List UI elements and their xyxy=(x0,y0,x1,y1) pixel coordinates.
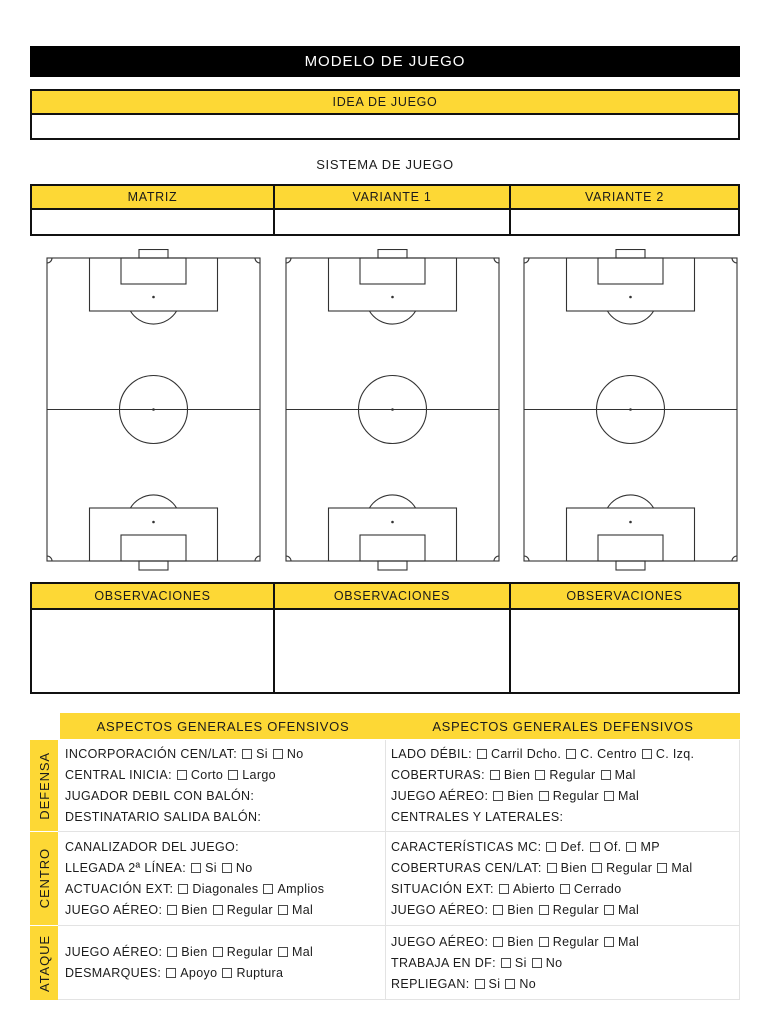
checkbox-icon[interactable] xyxy=(539,791,549,801)
observaciones-table xyxy=(30,582,740,694)
option-label: Regular xyxy=(552,789,599,803)
pitch-matriz[interactable] xyxy=(43,249,265,571)
field-label: TRABAJA EN DF: xyxy=(391,955,496,970)
desmarques-field xyxy=(65,963,385,984)
option-label: MP xyxy=(640,840,660,854)
checkbox-icon[interactable] xyxy=(493,937,503,947)
option-no[interactable] xyxy=(273,747,304,761)
checkbox-icon[interactable] xyxy=(167,905,177,915)
aspectos-header-row xyxy=(60,713,740,739)
option-regular[interactable] xyxy=(539,935,599,949)
incorporacion-cen-lat-field xyxy=(65,744,385,765)
pitch-variante-1[interactable] xyxy=(282,249,504,571)
option-label: Diagonales xyxy=(192,882,259,896)
option-no[interactable] xyxy=(505,977,536,991)
field-label: JUEGO AÉREO: xyxy=(391,934,489,949)
option-label: Bien xyxy=(181,945,208,959)
matriz-field[interactable] xyxy=(32,210,273,234)
checkbox-icon[interactable] xyxy=(626,842,636,852)
option-bien[interactable] xyxy=(493,935,533,949)
observaciones-field[interactable] xyxy=(32,610,273,692)
checkbox-icon[interactable] xyxy=(566,749,576,759)
checkbox-icon[interactable] xyxy=(560,884,570,894)
option-label: Mal xyxy=(617,789,640,803)
checkbox-icon[interactable] xyxy=(601,770,611,780)
option-label: No xyxy=(545,955,563,970)
option-label: Bien xyxy=(507,934,534,949)
option-mal[interactable] xyxy=(278,945,313,959)
option-diagonales[interactable] xyxy=(178,882,258,896)
checkbox-icon[interactable] xyxy=(178,884,188,894)
option-label: No xyxy=(519,976,537,991)
checkbox-icon[interactable] xyxy=(222,863,232,873)
answer-field[interactable] xyxy=(261,809,385,825)
option-label: Bien xyxy=(560,861,588,875)
field-label: LADO DÉBIL: xyxy=(391,747,472,761)
field-label: REPLIEGAN: xyxy=(391,976,470,991)
checkbox-icon[interactable] xyxy=(278,905,288,915)
defensa-defensivos-cell xyxy=(386,740,739,831)
observaciones-header: OBSERVACIONES xyxy=(32,584,273,610)
option-si[interactable] xyxy=(242,747,268,761)
option-label: Mal xyxy=(671,861,693,875)
option-label: Si xyxy=(256,747,268,761)
option-no[interactable] xyxy=(532,956,563,970)
checkbox-icon[interactable] xyxy=(222,968,232,978)
option-bien[interactable] xyxy=(547,861,587,875)
option-label: Ruptura xyxy=(236,966,284,980)
option-regular[interactable] xyxy=(213,945,273,959)
aspect-row-defensa xyxy=(58,740,739,832)
checkbox-icon[interactable] xyxy=(592,863,602,873)
option-label: Bien xyxy=(507,789,534,803)
checkbox-icon[interactable] xyxy=(539,905,549,915)
lado-debil-field xyxy=(391,744,739,765)
option-label: Of. xyxy=(603,840,622,854)
checkbox-icon[interactable] xyxy=(604,791,614,801)
central-inicia-field xyxy=(65,765,385,786)
option-label: Si xyxy=(514,955,527,970)
checkbox-icon[interactable] xyxy=(532,958,542,968)
option-abierto[interactable] xyxy=(499,882,555,896)
observaciones-col-1 xyxy=(32,584,275,692)
defensa-ofensivos-cell xyxy=(58,740,386,831)
field-label: SITUACIÓN EXT: xyxy=(391,882,494,896)
option-label: Regular xyxy=(606,861,653,875)
option-label: Regular xyxy=(549,768,596,782)
llegada-segunda-linea-field xyxy=(65,858,385,879)
field-label: CARACTERÍSTICAS MC: xyxy=(391,840,542,854)
checkbox-icon[interactable] xyxy=(547,863,557,873)
sistema-de-juego-title: SISTEMA DE JUEGO xyxy=(316,156,454,172)
option-si[interactable] xyxy=(191,861,217,875)
sistema-col-variante-2 xyxy=(511,186,738,234)
actuacion-ext-field xyxy=(65,879,385,900)
observaciones-header: OBSERVACIONES xyxy=(511,584,738,610)
row-label-text: DEFENSA xyxy=(36,751,52,820)
option-label: No xyxy=(235,861,253,875)
variante-2-header: VARIANTE 2 xyxy=(511,186,738,210)
option-largo[interactable] xyxy=(228,768,276,782)
option-label: Abierto xyxy=(512,882,555,896)
ataque-ofensivos-cell xyxy=(58,926,386,999)
page-title: MODELO DE JUEGO xyxy=(30,46,740,77)
checkbox-icon[interactable] xyxy=(167,947,177,957)
option-c-izq[interactable] xyxy=(642,747,695,761)
centro-defensivos-cell xyxy=(386,832,739,925)
option-bien[interactable] xyxy=(493,789,533,803)
checkbox-icon[interactable] xyxy=(535,770,545,780)
option-bien[interactable] xyxy=(493,903,533,917)
option-carril-dcho[interactable] xyxy=(477,747,561,761)
option-label: Mal xyxy=(617,934,640,949)
option-amplios[interactable] xyxy=(263,882,324,896)
field-label: JUEGO AÉREO: xyxy=(391,789,489,803)
checkbox-icon[interactable] xyxy=(191,863,201,873)
option-label: Corto xyxy=(190,768,224,782)
destinatario-salida-field xyxy=(65,807,385,828)
juego-aereo-field xyxy=(65,942,385,963)
option-cerrado[interactable] xyxy=(560,882,622,896)
field-label: LLEGADA 2ª LÍNEA: xyxy=(65,861,187,875)
field-label: INCORPORACIÓN CEN/LAT: xyxy=(65,747,238,761)
option-regular[interactable] xyxy=(535,768,595,782)
option-label: Regular xyxy=(226,945,273,959)
sistema-col-matriz xyxy=(32,186,275,234)
option-label: Mal xyxy=(617,903,640,917)
option-bien[interactable] xyxy=(167,903,207,917)
juego-aereo-field xyxy=(65,900,385,921)
option-si[interactable] xyxy=(501,956,527,970)
option-label: Mal xyxy=(291,945,314,959)
option-label: Amplios xyxy=(277,882,325,896)
row-label-defensa xyxy=(30,740,58,832)
option-label: C. Izq. xyxy=(655,747,695,761)
variante-2-field[interactable] xyxy=(511,210,738,234)
option-label: Cerrado xyxy=(573,882,622,896)
checkbox-icon[interactable] xyxy=(642,749,652,759)
option-regular[interactable] xyxy=(592,861,652,875)
option-label: Apoyo xyxy=(180,966,218,980)
option-label: C. Centro xyxy=(580,747,637,761)
aspectos-grid xyxy=(58,740,740,1000)
option-mal[interactable] xyxy=(604,789,639,803)
aspect-row-ataque xyxy=(58,926,739,1000)
situacion-ext-field xyxy=(391,879,739,900)
aspectos-ofensivos-header: ASPECTOS GENERALES OFENSIVOS xyxy=(96,718,350,734)
idea-de-juego-field[interactable] xyxy=(32,115,738,138)
checkbox-icon[interactable] xyxy=(490,770,500,780)
centro-ofensivos-cell xyxy=(58,832,386,925)
option-c-centro[interactable] xyxy=(566,747,637,761)
field-label: JUGADOR DEBIL CON BALÓN: xyxy=(65,789,255,803)
field-label: COBERTURAS CEN/LAT: xyxy=(391,861,542,875)
checkbox-icon[interactable] xyxy=(273,749,283,759)
checkbox-icon[interactable] xyxy=(539,937,549,947)
answer-field[interactable] xyxy=(563,809,739,825)
coberturas-field xyxy=(391,765,739,786)
checkbox-icon[interactable] xyxy=(177,770,187,780)
option-def[interactable] xyxy=(546,840,584,854)
option-ruptura[interactable] xyxy=(222,966,283,980)
field-label: ACTUACIÓN EXT: xyxy=(65,882,174,896)
option-regular[interactable] xyxy=(539,903,599,917)
option-label: Bien xyxy=(507,903,534,917)
option-label: No xyxy=(286,747,304,761)
row-label-centro xyxy=(30,832,58,926)
ataque-defensivos-cell xyxy=(386,926,739,999)
sistema-table xyxy=(30,184,740,236)
option-apoyo[interactable] xyxy=(166,966,217,980)
observaciones-header: OBSERVACIONES xyxy=(275,584,509,610)
coberturas-cen-lat-field xyxy=(391,858,739,879)
juego-aereo-field xyxy=(391,786,739,807)
option-si[interactable] xyxy=(475,977,501,991)
idea-de-juego-header: IDEA DE JUEGO xyxy=(32,91,738,115)
checkbox-icon[interactable] xyxy=(501,958,511,968)
option-label: Regular xyxy=(552,934,599,949)
trabaja-en-df-field xyxy=(391,952,739,973)
observaciones-field[interactable] xyxy=(275,610,509,692)
field-label: JUEGO AÉREO: xyxy=(65,903,163,917)
option-corto[interactable] xyxy=(177,768,223,782)
field-label: DESTINATARIO SALIDA BALÓN: xyxy=(65,810,262,824)
variante-1-field[interactable] xyxy=(275,210,509,234)
option-mal[interactable] xyxy=(604,935,639,949)
observaciones-col-2 xyxy=(275,584,511,692)
option-mal[interactable] xyxy=(278,903,313,917)
row-label-text: CENTRO xyxy=(36,848,52,909)
option-label: Mal xyxy=(614,768,636,782)
option-mal[interactable] xyxy=(604,903,639,917)
checkbox-icon[interactable] xyxy=(278,947,288,957)
checkbox-icon[interactable] xyxy=(475,979,485,989)
checkbox-icon[interactable] xyxy=(477,749,487,759)
caracteristicas-mc-field xyxy=(391,837,739,858)
juego-aereo-field xyxy=(391,900,739,921)
field-label: JUEGO AÉREO: xyxy=(65,945,163,959)
pitch-variante-2[interactable] xyxy=(520,249,742,571)
observaciones-col-3 xyxy=(511,584,738,692)
option-regular[interactable] xyxy=(213,903,273,917)
matriz-header: MATRIZ xyxy=(32,186,273,210)
option-label: Carril Dcho. xyxy=(490,747,562,761)
checkbox-icon[interactable] xyxy=(604,937,614,947)
checkbox-icon[interactable] xyxy=(493,905,503,915)
field-label: CENTRAL INICIA: xyxy=(65,768,172,782)
field-label: CANALIZADOR DEL JUEGO: xyxy=(65,840,239,854)
option-label: Bien xyxy=(181,903,208,917)
option-of[interactable] xyxy=(590,840,622,854)
aspect-row-centro xyxy=(58,832,739,926)
field-label: DESMARQUES: xyxy=(65,966,162,980)
canalizador-field xyxy=(65,837,385,858)
row-label-ataque xyxy=(30,926,58,1000)
checkbox-icon[interactable] xyxy=(263,884,273,894)
option-label: Bien xyxy=(503,768,531,782)
answer-field[interactable] xyxy=(254,788,385,804)
observaciones-field[interactable] xyxy=(511,610,738,692)
jugador-debil-field xyxy=(65,786,385,807)
answer-field[interactable] xyxy=(239,839,385,855)
checkbox-icon[interactable] xyxy=(166,968,176,978)
centrales-laterales-field xyxy=(391,807,739,828)
checkbox-icon[interactable] xyxy=(590,842,600,852)
option-label: Regular xyxy=(226,903,273,917)
option-mal[interactable] xyxy=(657,861,692,875)
row-label-text: ATAQUE xyxy=(36,934,52,992)
checkbox-icon[interactable] xyxy=(499,884,509,894)
field-label: CENTRALES Y LATERALES: xyxy=(391,810,564,824)
option-label: Si xyxy=(488,976,501,991)
option-label: Mal xyxy=(291,903,314,917)
option-no[interactable] xyxy=(222,861,253,875)
checkbox-icon[interactable] xyxy=(213,947,223,957)
variante-1-header: VARIANTE 1 xyxy=(275,186,509,210)
idea-de-juego-box xyxy=(30,89,740,140)
option-bien[interactable] xyxy=(167,945,207,959)
option-mal[interactable] xyxy=(601,768,636,782)
option-label: Regular xyxy=(552,903,599,917)
checkbox-icon[interactable] xyxy=(242,749,252,759)
field-label: COBERTURAS: xyxy=(391,768,485,782)
repliegan-field xyxy=(391,973,739,994)
option-label: Largo xyxy=(242,768,276,782)
option-regular[interactable] xyxy=(539,789,599,803)
sistema-col-variante-1 xyxy=(275,186,511,234)
option-label: Def. xyxy=(560,840,585,854)
option-bien[interactable] xyxy=(490,768,530,782)
checkbox-icon[interactable] xyxy=(493,791,503,801)
checkbox-icon[interactable] xyxy=(228,770,238,780)
checkbox-icon[interactable] xyxy=(213,905,223,915)
checkbox-icon[interactable] xyxy=(546,842,556,852)
option-label: Si xyxy=(205,861,217,875)
field-label: JUEGO AÉREO: xyxy=(391,903,489,917)
checkbox-icon[interactable] xyxy=(505,979,515,989)
checkbox-icon[interactable] xyxy=(657,863,667,873)
phase-strip xyxy=(30,740,58,1000)
checkbox-icon[interactable] xyxy=(604,905,614,915)
juego-aereo-field xyxy=(391,931,739,952)
option-mp[interactable] xyxy=(626,840,659,854)
aspectos-defensivos-header: ASPECTOS GENERALES DEFENSIVOS xyxy=(432,718,694,734)
